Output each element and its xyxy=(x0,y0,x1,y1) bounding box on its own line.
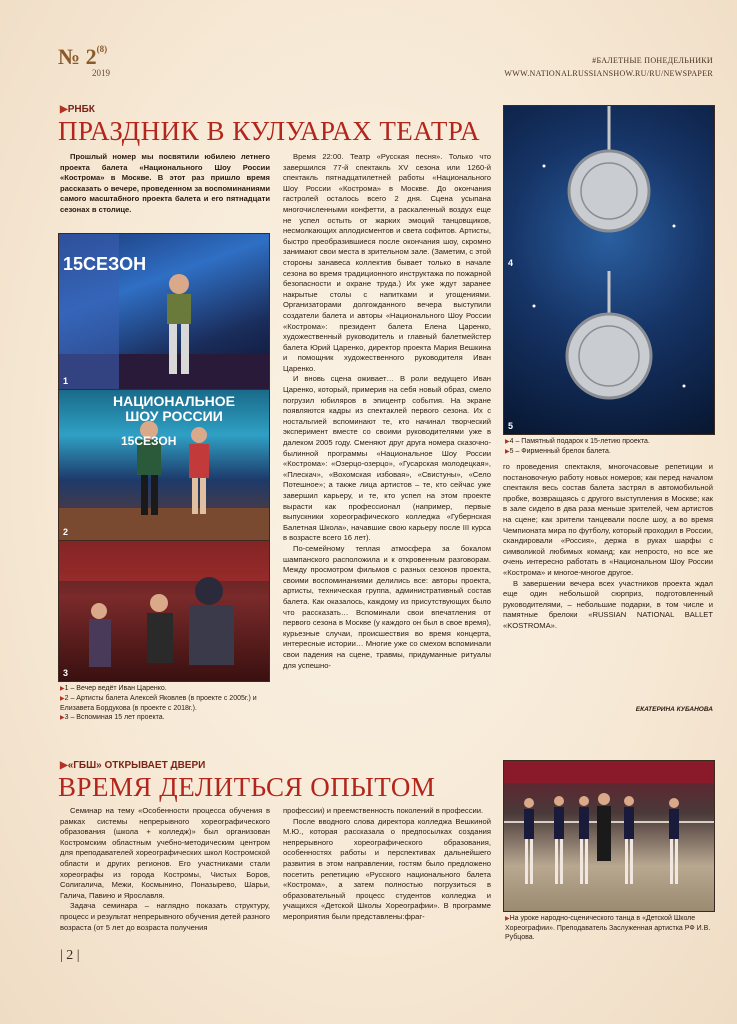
caption-article2-text: ▶ На уроке народно-сценического танца в «Детской Школе Хореографии». Преподаватель Заслуженная артистка РФ И.В. Рубцова. xyxy=(505,914,715,942)
photo-3-tag: 3 xyxy=(63,668,69,678)
photo-1 xyxy=(58,233,270,390)
caption-left-2: ▶ 2 – Артисты балета Алексей Яковлев (в проекте с 2005г.) и Елизавета Бордукова (в проекте с 2018г.). xyxy=(60,694,270,713)
article2-title: ВРЕМЯ ДЕЛИТЬСЯ ОПЫТОМ xyxy=(58,772,436,802)
article2-col1-p1: Семинар на тему «Особенности процесса обучения в рамках системы непрерывного хореографического образования (школа + колледж)» был организован Костромским областным учебно-методическим центром для преподавателей хореографических школ Костромской области и других регионов. Его участниками стали хореографы из города Костромы, Чистых Боров, Солигалича, Межи, Космынино, Поназырево, Шарьи, Галича, Павино и Ярославля. xyxy=(60,806,270,900)
article2-col1-p2: Задача семинара – наглядно показать структуру, процесс и результат непрерывного обучения детей разного возраста (от 5 лет до возраста получения xyxy=(60,901,270,932)
caption-left-1: ▶ 1 – Вечер ведёт Иван Царенко. xyxy=(60,684,270,694)
issue-number-text: № 2 xyxy=(58,44,97,69)
caption-right xyxy=(505,437,715,457)
article1-lead-text: Прошлый номер мы посвятили юбилею летнего проекта балета «Национального Шоу России «Кострома» в Москве. В этот раз пришло время рассказать о вечере, проведенном за воспоминаниями самого масштабного проекта балета и его пятнадцати сезонах в столице. xyxy=(60,152,270,214)
article1-col2 xyxy=(283,152,491,671)
article1-lead xyxy=(60,152,270,216)
article1-col2-p3: По-семейному теплая атмосфера за бокалом шампанского расположила и к откровенным разговорам. Между просмотром фильмов с разных сезонов проекта, своими воспоминаниями делились все: авторы проекта, артисты, техническая группа, административный состав балета. Как оказалось, каждому из присутствующих было что рассказать… Вспоминали свои впечатления от первого сезона в Москве (у каждого он был в свое время), курьезные случаи, происшествия во время концерта, интересные истории… Многие уже со смехом вспоминали свои падения на сцене, травмы, придуманные ритуалы для успешно- xyxy=(283,543,491,670)
article2-rubric: ▶ «ГБШ» ОТКРЫВАЕТ ДВЕРИ xyxy=(60,760,205,771)
header-right xyxy=(504,54,713,80)
photo-2-screen-text: НАЦИОНАЛЬНОЕ ШОУ РОССИИ xyxy=(112,393,235,424)
photo-3-scene xyxy=(59,541,269,681)
photo-5-tag: 5 xyxy=(508,421,514,431)
photo-keychain xyxy=(503,105,715,435)
article1-title: ПРАЗДНИК В КУЛУАРАХ ТЕАТРА xyxy=(58,116,480,146)
article1-col2-p2: И вновь сцена оживает… В роли ведущего Иван Царенко, который, примерив на себя новый образ, смело погрузил юбиляров в эпицентр события. На экране появляются кадры из спектаклей первого сезона. Их с ностальгией вспоминают те, кто начинал творческий эксперимент вместе со своими руководителями уже в далеком 2005 году. Сменяют друг друга номера сказочно-былинной программы «Национальное Шоу России «Кострома»: «Озерцо-озерцо», «Гусарская молодецкая», «Плескач», «Вохомская избовая», «Свистуны», «Село Потешное»; а также лица артистов – те, кто сейчас уже завершил карьеру, и те, кто успел на этом проекте вырасти как профессионал (например, первые выпускники хореографического колледжа «Губернская Балетная Школа», начавшие свою карьеру после III курса в возрасте всего 16 лет). xyxy=(283,374,491,543)
article1-col3-p1: го проведения спектакля, многочасовые репетиции и постановочную работу новых номеров; как перед началом спектакля весь состав балета застрял в автомобильной пробке, возвращаясь с другого выступления в Москве; как в зале сидело в два раза меньше зрителей, чем артистов на сцене; как зрители танцевали после шоу, а во время Чемпионата мира по футболу, который проходил в России, скандировали «Россия», держа в руках шарфы с символикой любимых команд; как непросто, но все же очень интересно работать в «Национальном Шоу России «Кострома» и многое-многое другое. xyxy=(503,462,713,577)
page-number: | 2 | xyxy=(60,948,80,963)
caption-article2 xyxy=(505,914,715,942)
article2-col2-p2: После вводного слова директора колледжа Вешкиной М.Ю., которая рассказала о предпосылках создания непрерывного хореографического образования, особенностях работы и перспективах дальнейшего развития в этом направлении, гостям было предложено посетить репетицию «Русского национального балета «Кострома», а затем полностью погрузиться в образовательный процесс студентов колледжа и учащихся «Детской Школы Хореографии». В программе мероприятия были представлены:фраг- xyxy=(283,816,491,921)
caption-left xyxy=(60,684,270,723)
header-url: WWW.NATIONALRUSSIANSHOW.RU/RU/NEWSPAPER xyxy=(504,69,713,78)
article2-col1 xyxy=(60,806,270,933)
article1-rubric: ▶ РНБК xyxy=(60,104,95,115)
photo-dance-class-scene xyxy=(504,761,714,911)
article1-col3-p2: В завершении вечера всех участников проекта ждал еще один небольшой сюрприз, подготовленный руководителями, – небольшие подарки, в том числе и памятные брелоки «RUSSIAN NATIONAL BALLET «KOSTROMA». xyxy=(503,578,713,630)
photo-1-screen-text: 15СЕЗОН xyxy=(63,254,147,274)
article2-col2-p1: профессии) и преемственность поколений в профессии. xyxy=(283,806,484,815)
caption-left-3: ▶ 3 – Вспоминая 15 лет проекта. xyxy=(60,713,270,723)
article1-col2-p1: Время 22:00. Театр «Русская песня». Только что завершился 77-й спектакль XV сезона или 1260-й спектакль пятнадцатилетней работы «Национального Шоу России «Кострома» в Москве. До окончания гастролей осталось всего 2 дня. Сцена усыпана многочисленными конфетти, а раскаленный воздух еще не успел остыть от жарких эмоций танцовщиков, несмолкающих аплодисментов и света софитов. Артисты, быстро преобразившиеся после окончания шоу, скромно занимают свои места в зрительном зале. (Заметим, с этой стороны занавеса коллектив бывает только в начале сезона во время традиционного инструктажа по пожарной безопасности и охране труда.) Их уже ждут заранее накрытые столы с напитками и угощениями. Организаторами долгожданного вечера выступили создатели балета и авторы «Национального Шоу России «Кострома»: президент балета Елена Царенко, художественный руководитель и главный балетмейстер балета Юрий Царенко, директор проекта Мария Вешкина и помощник художественного руководителя Иван Царенко. xyxy=(283,152,491,373)
issue-number xyxy=(58,44,107,70)
photo-2 xyxy=(58,389,270,541)
issue-sub: (8) xyxy=(96,44,108,54)
photo-4-tag: 4 xyxy=(508,258,514,268)
photo-2-tag: 2 xyxy=(63,527,69,537)
issue-year: 2019 xyxy=(92,68,110,78)
article2-col2 xyxy=(283,806,491,923)
header-rubric: #БАЛЕТНЫЕ ПОНЕДЕЛЬНИКИ xyxy=(592,56,713,65)
caption-right-5: ▶ 5 – Фирменный брелок балета. xyxy=(505,447,715,457)
photo-1-tag: 1 xyxy=(63,376,69,386)
photo-dance-class xyxy=(503,760,715,912)
article1-col3 xyxy=(503,462,713,632)
photo-2-screen-text-2: 15СЕЗОН xyxy=(121,434,177,448)
article1-signature: ЕКАТЕРИНА КУБАНОВА xyxy=(635,706,713,713)
photo-keychain-scene xyxy=(504,106,714,434)
caption-right-4: ▶ 4 – Памятный подарок к 15-летию проекта. xyxy=(505,437,715,447)
photo-3 xyxy=(58,540,270,682)
